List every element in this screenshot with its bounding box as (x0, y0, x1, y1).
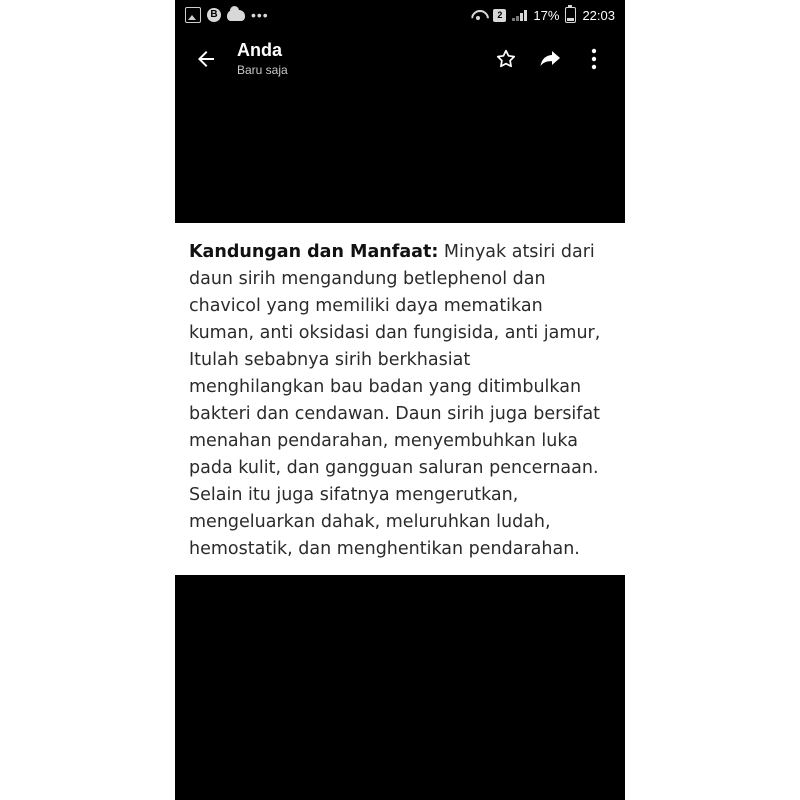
phone-screen (175, 0, 625, 800)
sim-badge-icon: 2 (493, 9, 506, 22)
cloud-icon (227, 10, 245, 21)
status-bar-left (185, 7, 471, 23)
image-placeholder-top[interactable] (175, 88, 625, 223)
battery-percent-label: 17% (533, 7, 560, 23)
status-bar (175, 0, 625, 30)
wifi-icon (471, 9, 487, 21)
back-arrow-icon[interactable] (189, 42, 223, 76)
page-title: Anda (237, 40, 282, 60)
battery-icon (565, 7, 576, 23)
article-content (175, 223, 625, 573)
star-icon[interactable] (493, 46, 519, 72)
article-paragraph (189, 239, 611, 563)
signal-icon (512, 9, 527, 21)
photo-icon (185, 7, 201, 23)
page-subtitle: Baru saja (237, 63, 288, 77)
article-lead: Kandungan dan Manfaat: (189, 242, 439, 262)
overflow-menu-icon[interactable] (581, 46, 607, 72)
app-bar (175, 30, 625, 88)
status-bar-right (471, 7, 615, 23)
article-body: Minyak atsiri dari daun sirih mengandung betlephenol dan chavicol yang memiliki daya mematikan kuman, anti oksidasi dan fungisida, anti jamur, Itulah sebabnya sirih berkhasiat menghilangkan bau badan yang ditimbulkan bakteri dan cendawan. Daun sirih juga bersifat menahan pendarahan, menyembuhkan luka pada kulit, dan gangguan saluran pencernaan. Selain itu juga sifatnya mengerutkan, mengeluarkan dahak, meluruhkan ludah, hemostatik, dan menghentikan pendarahan. (189, 242, 601, 559)
app-bar-actions (493, 46, 611, 72)
clock-label: 22:03 (582, 7, 615, 23)
share-icon[interactable] (537, 46, 563, 72)
bbm-icon: B (207, 8, 221, 22)
app-bar-titles (237, 40, 493, 78)
image-placeholder-bottom[interactable] (175, 575, 625, 800)
more-dots-icon: ••• (251, 7, 269, 23)
